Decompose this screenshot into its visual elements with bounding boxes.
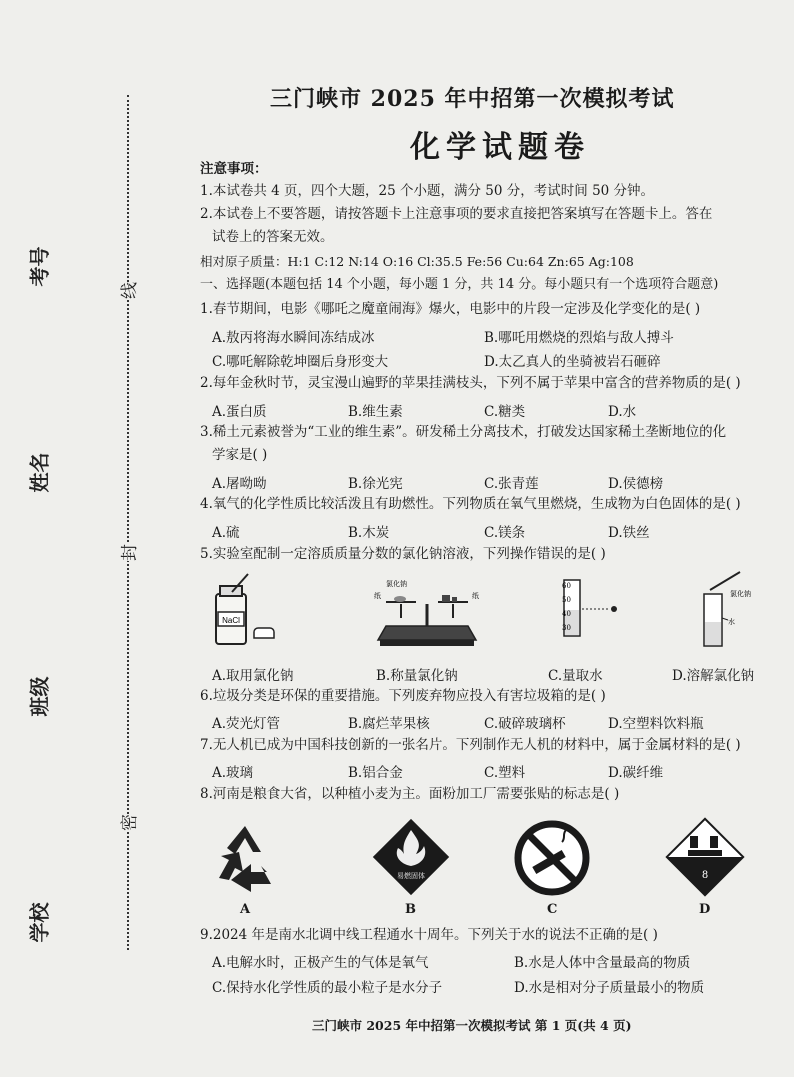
q5-option-a: A.取用氯化钠 — [212, 668, 294, 684]
side-label-school: 学校 — [27, 902, 52, 943]
q7-stem: 7.无人机已成为中国科技创新的一张名片。下列制作无人机的材料中，属于金属材料的是( ) — [200, 737, 741, 753]
q2-option-a: A.蛋白质 — [212, 404, 267, 420]
recycle-sign-icon — [205, 818, 285, 898]
q1-option-d: D.太乙真人的坐骑被岩石砸碎 — [484, 354, 661, 370]
q5-figure-a-nacl-label: NaCl — [222, 616, 240, 625]
notes-item-2b: 试卷上的答案无效。 — [212, 229, 334, 245]
q5-figure-d-water-label: 水 — [728, 618, 735, 626]
q5-figure-b-nacl-label: 氯化钠 — [386, 580, 407, 588]
q9-option-a: A.电解水时，正极产生的气体是氧气 — [212, 955, 429, 971]
q5-option-d: D.溶解氯化钠 — [672, 668, 755, 684]
notes-item-1: 1.本试卷共 4 页，四个大题，25 个小题，满分 50 分，考试时间 50 分钟。 — [200, 183, 655, 199]
q2-option-d: D.水 — [608, 404, 637, 420]
q7-option-a: A.玻璃 — [212, 765, 254, 781]
q4-option-d: D.铁丝 — [608, 525, 650, 541]
q9-stem: 9.2024 年是南水北调中线工程通水十周年。下列关于水的说法不正确的是( ) — [200, 927, 658, 943]
q5-figure-b-balance — [372, 574, 482, 650]
q9-option-b: B.水是人体中含量最高的物质 — [514, 955, 691, 971]
notes-heading: 注意事项： — [200, 161, 268, 177]
q8-option-a: A — [240, 902, 251, 917]
exam-title: 三门峡市 2025 年中招第一次模拟考试 — [270, 86, 675, 112]
q4-option-b: B.木炭 — [348, 525, 390, 541]
q8-sign-b-text: 易燃固体 — [397, 872, 425, 880]
q8-option-c: C — [547, 902, 558, 917]
q2-stem: 2.每年金秋时节，灵宝漫山遍野的苹果挂满枝头，下列不属于苹果中富含的营养物质的是( ) — [200, 375, 741, 391]
side-label-exam-no: 考号 — [27, 246, 52, 287]
q3-option-b: B.徐光宪 — [348, 476, 403, 492]
q4-option-c: C.镁条 — [484, 525, 526, 541]
q4-stem: 4.氧气的化学性质比较活泼且有助燃性。下列物质在氧气里燃烧，生成物为白色固体的是( ) — [200, 496, 741, 512]
q8-stem: 8.河南是粮食大省，以种植小麦为主。面粉加工厂需要张贴的标志是( ) — [200, 786, 620, 802]
q9-option-d: D.水是相对分子质量最小的物质 — [514, 980, 705, 996]
q5-figure-c-cylinder — [554, 578, 634, 638]
exam-subtitle: 化学试题卷 — [410, 130, 590, 165]
q7-option-c: C.塑料 — [484, 765, 526, 781]
q1-option-c: C.哪吒解除乾坤圈后身形变大 — [212, 354, 389, 370]
q6-option-c: C.破碎玻璃杯 — [484, 716, 566, 732]
side-mark-seal: 封 — [113, 544, 142, 561]
side-label-class: 班级 — [27, 676, 52, 717]
q3-option-c: C.张青莲 — [484, 476, 539, 492]
q8-sign-d-number: 8 — [701, 870, 709, 881]
q5-figure-d-dissolve — [690, 570, 770, 650]
q3-stem-line1: 3.稀土元素被誉为“工业的维生素”。研发稀土分离技术，打破发达国家稀土垄断地位的化 — [200, 424, 727, 440]
q3-option-a: A.屠呦呦 — [212, 476, 267, 492]
q6-option-a: A.荧光灯管 — [212, 716, 281, 732]
corrosive-sign-icon — [660, 812, 750, 902]
q5-option-c: C.量取水 — [548, 668, 603, 684]
notes-item-2a: 2.本试卷上不要答题，请按答题卡上注意事项的要求直接把答案填写在答题卡上。答在 — [200, 206, 713, 222]
q1-option-a: A.敖丙将海水瞬间冻结成冰 — [212, 330, 375, 346]
side-label-name: 姓名 — [27, 452, 52, 493]
q5-figure-c-tick-40: 40 — [562, 610, 571, 618]
no-smoking-sign-icon — [512, 818, 592, 898]
q5-figure-b-paper-left: 纸 — [374, 592, 381, 600]
q1-stem: 1.春节期间，电影《哪吒之魔童闹海》爆火，电影中的片段一定涉及化学变化的是( ) — [200, 301, 701, 317]
q9-option-c: C.保持水化学性质的最小粒子是水分子 — [212, 980, 443, 996]
q5-figure-c-tick-50: 50 — [562, 596, 571, 604]
q1-option-b: B.哪吒用燃烧的烈焰与敌人搏斗 — [484, 330, 674, 346]
q7-option-d: D.碳纤维 — [608, 765, 664, 781]
side-mark-secret: 密 — [113, 814, 142, 831]
q2-option-b: B.维生素 — [348, 404, 403, 420]
q5-figure-d-nacl-label: 氯化钠 — [730, 590, 751, 598]
q5-figure-c-tick-60: 60 — [562, 582, 571, 590]
q8-option-d: D — [699, 902, 711, 917]
q5-figure-b-paper-right: 纸 — [472, 592, 479, 600]
q8-option-b: B — [405, 902, 416, 917]
q3-option-d: D.侯德榜 — [608, 476, 664, 492]
flammable-solid-sign-icon — [366, 812, 456, 902]
q5-stem: 5.实验室配制一定溶质质量分数的氯化钠溶液，下列操作错误的是( ) — [200, 546, 606, 562]
q2-option-c: C.糖类 — [484, 404, 526, 420]
section1-heading: 一、选择题(本题包括 14 个小题，每小题 1 分，共 14 分。每小题只有一个选项符合题意) — [200, 277, 719, 292]
q5-figure-a-bottle — [208, 572, 288, 652]
q4-option-a: A.硫 — [212, 525, 240, 541]
q6-option-d: D.空塑料饮料瓶 — [608, 716, 704, 732]
atomic-masses: 相对原子质量：H:1 C:12 N:14 O:16 Cl:35.5 Fe:56 Cu:64 Zn:65 Ag:108 — [200, 254, 634, 269]
q5-option-b: B.称量氯化钠 — [376, 668, 458, 684]
q6-option-b: B.腐烂苹果核 — [348, 716, 430, 732]
q3-stem-line2: 学家是( ) — [212, 447, 268, 463]
q7-option-b: B.铝合金 — [348, 765, 403, 781]
q5-figure-c-tick-30: 30 — [562, 624, 571, 632]
q6-stem: 6.垃圾分类是环保的重要措施。下列废弃物应投入有害垃圾箱的是( ) — [200, 688, 606, 704]
side-mark-line: 线 — [113, 282, 142, 299]
page-footer: 三门峡市 2025 年中招第一次模拟考试 第 1 页(共 4 页) — [312, 1018, 632, 1033]
